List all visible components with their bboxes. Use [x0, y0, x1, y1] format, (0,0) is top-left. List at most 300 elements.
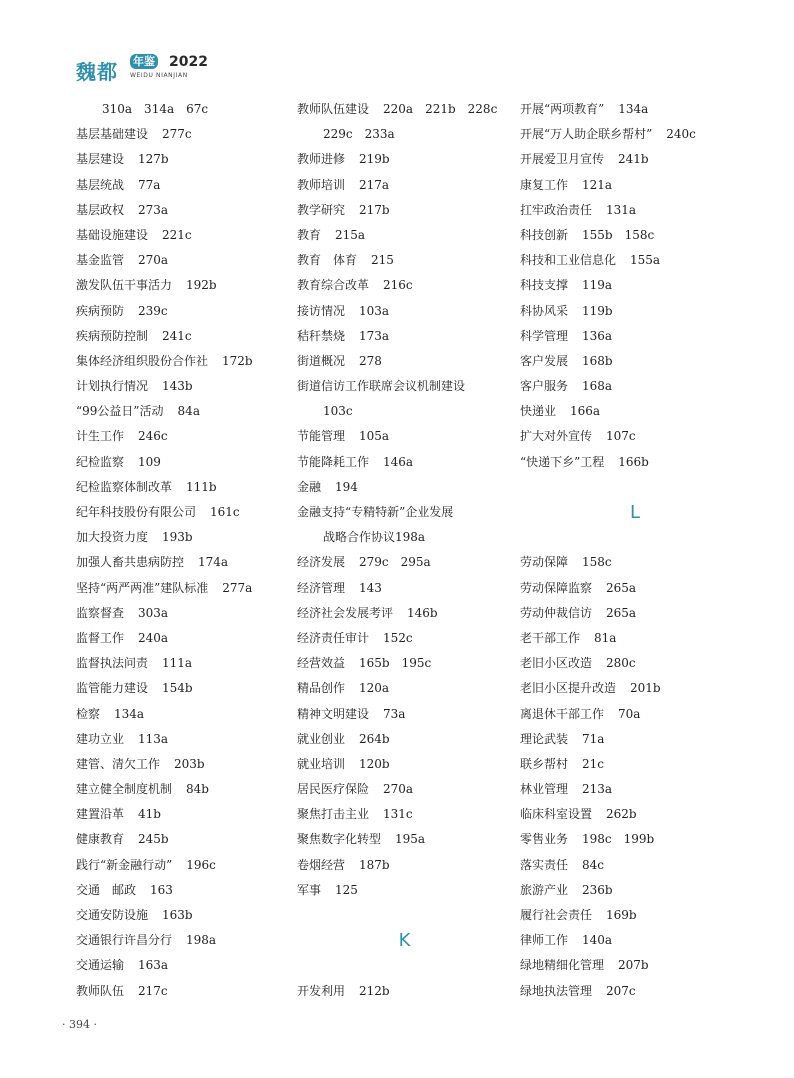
index-entry [520, 827, 750, 852]
index-pages: 146b [407, 605, 438, 620]
index-entry [297, 374, 512, 399]
index-term: 加强人畜共患病防控 [76, 555, 185, 570]
index-entry [76, 827, 306, 852]
index-term: 零售业务 [520, 832, 569, 847]
index-entry [297, 525, 512, 550]
index-entry [520, 374, 750, 399]
index-entry [297, 500, 512, 525]
index-entry [297, 777, 512, 802]
index-pages: 203b [174, 756, 205, 771]
index-entry [76, 97, 306, 122]
index-pages: 121a [582, 177, 613, 192]
index-pages: 241b [618, 152, 649, 167]
section-letter: K [398, 930, 411, 952]
index-entry [297, 223, 512, 248]
index-term: 扩大对外宣传 [520, 429, 593, 444]
index-entry [520, 979, 750, 1004]
index-entry [297, 802, 512, 827]
index-pages: 173a [359, 328, 390, 343]
index-term: 经济发展 [297, 555, 346, 570]
index-term: 老旧小区提升改造 [520, 681, 617, 696]
index-term: 科协风采 [520, 303, 569, 318]
index-entry [297, 878, 512, 903]
index-entry [297, 626, 512, 651]
index-pages: 221c [162, 227, 192, 242]
index-pages: 195a [395, 832, 426, 847]
index-entry [76, 223, 306, 248]
index-pages: 155b 158c [582, 227, 655, 242]
index-pages: 120b [359, 756, 390, 771]
page-number: · 394 · [62, 1018, 97, 1031]
index-entry [297, 853, 512, 878]
index-term: 临床科室设置 [520, 807, 593, 822]
index-term: 教师队伍 [76, 983, 125, 998]
index-entry [297, 349, 512, 374]
index-pages: 125 [335, 882, 358, 897]
index-entry [76, 147, 306, 172]
index-entry [297, 122, 512, 147]
index-term: 开展“万人助企联乡帮村” [520, 127, 653, 142]
index-entry [520, 248, 750, 273]
index-pages: 136a [582, 328, 613, 343]
index-entry [520, 626, 750, 651]
index-term: 老旧小区改造 [520, 656, 593, 671]
section-spacer [297, 903, 512, 928]
index-pages: 84c [582, 857, 605, 872]
index-term: 建立健全制度机制 [76, 782, 173, 797]
index-pages: 134a [114, 706, 145, 721]
index-entry [520, 802, 750, 827]
index-term: 纪检监察 [76, 454, 125, 469]
index-pages: 229c 233a [323, 127, 395, 142]
index-entry [520, 424, 750, 449]
index-pages: 219b [359, 152, 390, 167]
index-term: 劳动保障 [520, 555, 569, 570]
index-term: 快递业 [520, 404, 557, 419]
index-entry [297, 702, 512, 727]
index-pages: 111b [186, 479, 217, 494]
index-term: 教育 [297, 227, 322, 242]
index-pages: 239c [138, 303, 168, 318]
index-pages: 155a [630, 253, 661, 268]
index-pages: 187b [359, 857, 390, 872]
logo-year: 2022 [169, 54, 208, 70]
index-column-1 [76, 97, 306, 1004]
index-entry [76, 500, 306, 525]
index-term: 交通 邮政 [76, 882, 137, 897]
index-entry [76, 399, 306, 424]
index-pages: 217c [138, 983, 168, 998]
index-entry [520, 324, 750, 349]
index-pages: 119b [582, 303, 613, 318]
index-entry [76, 122, 306, 147]
index-term: 监察督查 [76, 605, 125, 620]
index-pages: 264b [359, 731, 390, 746]
index-entry [297, 676, 512, 701]
index-term: 街道概况 [297, 353, 346, 368]
index-entry [76, 475, 306, 500]
index-term: 战略合作协议 [323, 530, 396, 545]
index-entry [76, 299, 306, 324]
index-term: 离退休干部工作 [520, 706, 605, 721]
index-entry [76, 651, 306, 676]
index-entry [297, 475, 512, 500]
index-term: 落实责任 [520, 857, 569, 872]
index-term: 联乡帮村 [520, 756, 569, 771]
index-pages: 161c [210, 505, 240, 519]
index-term: 林业管理 [520, 782, 569, 797]
index-term: 基础设施建设 [76, 227, 149, 242]
index-entry [76, 601, 306, 626]
index-term: 节能管理 [297, 429, 346, 444]
index-term: 教学研究 [297, 202, 346, 217]
index-pages: 152c [383, 630, 413, 645]
index-entry [520, 173, 750, 198]
index-entry [76, 953, 306, 978]
index-term: 客户发展 [520, 353, 569, 368]
index-entry [297, 450, 512, 475]
index-term: 街道信访工作联席会议机制建设 [297, 379, 466, 394]
index-term: 基层基础建设 [76, 127, 149, 142]
index-term: 科学管理 [520, 328, 569, 343]
index-entry [520, 550, 750, 575]
index-pages: 277c [162, 127, 192, 142]
index-pages: 163a [138, 958, 169, 973]
index-term: 绿地精细化管理 [520, 958, 605, 973]
index-entry [297, 752, 512, 777]
index-pages: 158c [582, 555, 612, 570]
index-pages: 277a [222, 580, 253, 595]
index-pages: 174a [198, 555, 229, 570]
index-term: 理论武装 [520, 731, 569, 746]
index-pages: 166b [618, 454, 649, 469]
index-pages: 310a 314a 67c [102, 102, 209, 116]
index-term: 精神文明建设 [297, 706, 370, 721]
index-term: 疾病预防 [76, 303, 125, 318]
index-term: 监管能力建设 [76, 681, 149, 696]
index-entry [76, 777, 306, 802]
index-entry [297, 273, 512, 298]
index-pages: 270a [383, 782, 414, 797]
index-pages: 196c [186, 857, 216, 872]
index-pages: 41b [138, 807, 161, 822]
index-term: 教师队伍建设 [297, 102, 370, 116]
index-entry [76, 248, 306, 273]
index-pages: 154b [162, 681, 193, 696]
index-entry [520, 450, 750, 475]
index-pages: 143 [359, 580, 382, 595]
index-pages: 84a [177, 404, 200, 419]
index-pages: 216c [383, 278, 413, 293]
index-term: 加大投资力度 [76, 530, 149, 545]
index-pages: 103a [359, 303, 390, 318]
index-term: 康复工作 [520, 177, 569, 192]
index-term: 老干部工作 [520, 630, 581, 645]
index-term: 教育综合改革 [297, 278, 370, 293]
index-term: 科技支撑 [520, 278, 569, 293]
index-pages: 303a [138, 605, 169, 620]
index-pages: 213a [582, 782, 613, 797]
index-column-2 [297, 97, 512, 1004]
index-pages: 105a [359, 429, 390, 444]
index-pages: 84b [186, 782, 209, 797]
logo-pinyin: WEIDU NIANJIAN [130, 72, 188, 79]
index-pages: 265a [606, 605, 637, 620]
index-pages: 120a [359, 681, 390, 696]
index-entry [76, 324, 306, 349]
index-entry [520, 299, 750, 324]
index-term: 居民医疗保险 [297, 782, 370, 797]
index-entry [297, 299, 512, 324]
logo-title: 魏都 [76, 60, 118, 84]
index-pages: 215a [335, 227, 366, 242]
index-entry [297, 601, 512, 626]
index-term: 开发利用 [297, 983, 346, 998]
index-entry [297, 399, 512, 424]
index-pages: 201b [630, 681, 661, 696]
index-entry [520, 601, 750, 626]
index-term: “99公益日”活动 [76, 404, 164, 419]
index-entry [297, 324, 512, 349]
index-term: 基层政权 [76, 202, 125, 217]
index-pages: 215 [371, 253, 394, 268]
index-entry [76, 173, 306, 198]
index-entry [297, 550, 512, 575]
index-pages: 143b [162, 379, 193, 394]
index-term: 就业培训 [297, 756, 346, 771]
index-term: 接访情况 [297, 303, 346, 318]
index-term: 绿地执法管理 [520, 983, 593, 998]
index-pages: 168b [582, 353, 613, 368]
index-term: 就业创业 [297, 731, 346, 746]
index-term: 经济社会发展考评 [297, 605, 394, 620]
index-term: 建管、清欠工作 [76, 756, 161, 771]
index-term: 疾病预防控制 [76, 328, 149, 343]
index-entry [520, 702, 750, 727]
index-term: 纪年科技股份有限公司 [76, 505, 197, 519]
index-entry [76, 727, 306, 752]
index-term: 坚持“两严两准”建队标准 [76, 580, 209, 595]
index-term: 扛牢政治责任 [520, 202, 593, 217]
index-entry [520, 273, 750, 298]
index-term: 卷烟经营 [297, 857, 346, 872]
index-term: 金融 [297, 479, 322, 494]
index-entry [297, 248, 512, 273]
index-entry [76, 374, 306, 399]
index-pages: 241c [162, 328, 192, 343]
index-entry [520, 752, 750, 777]
index-entry [76, 424, 306, 449]
index-entry [297, 651, 512, 676]
index-entry [520, 853, 750, 878]
index-entry [520, 878, 750, 903]
index-entry [520, 953, 750, 978]
index-term: 履行社会责任 [520, 908, 593, 922]
index-pages: 172b [222, 353, 253, 368]
index-entry [297, 173, 512, 198]
index-entry [297, 576, 512, 601]
index-entry [520, 349, 750, 374]
index-pages: 273a [138, 202, 169, 217]
index-term: 交通安防设施 [76, 908, 149, 922]
index-pages: 198c 199b [582, 832, 655, 847]
index-entry [76, 550, 306, 575]
index-term: 监督工作 [76, 630, 125, 645]
index-entry [297, 827, 512, 852]
index-pages: 109 [138, 454, 161, 469]
index-pages: 212b [359, 983, 390, 998]
index-term: 经营效益 [297, 656, 346, 671]
index-pages: 270a [138, 253, 169, 268]
index-entry [76, 525, 306, 550]
index-entry [520, 576, 750, 601]
index-term: 旅游产业 [520, 882, 569, 897]
index-term: 律师工作 [520, 933, 569, 948]
index-pages: 265a [606, 580, 637, 595]
index-pages: 140a [582, 933, 613, 948]
index-pages: 81a [594, 630, 617, 645]
index-entry [520, 777, 750, 802]
index-term: 开展“两项教育” [520, 102, 605, 116]
index-entry [76, 198, 306, 223]
index-entry [76, 450, 306, 475]
index-pages: 127b [138, 152, 169, 167]
index-term: 秸秆禁烧 [297, 328, 346, 343]
index-term: 建功立业 [76, 731, 125, 746]
index-pages: 131c [383, 807, 413, 822]
index-pages: 107c [606, 429, 636, 444]
index-pages: 262b [606, 807, 637, 822]
index-pages: 220a 221b 228c [383, 102, 498, 116]
index-entry [520, 122, 750, 147]
index-entry [297, 198, 512, 223]
index-term: 纪检监察体制改革 [76, 479, 173, 494]
index-pages: 240a [138, 630, 169, 645]
index-pages: 166a [570, 404, 601, 419]
index-term: 科技和工业信息化 [520, 253, 617, 268]
index-pages: 131a [606, 202, 637, 217]
index-entry [297, 97, 512, 122]
index-term: 开展爱卫月宣传 [520, 152, 605, 167]
index-term: 聚焦数字化转型 [297, 832, 382, 847]
index-pages: 163b [162, 908, 193, 922]
index-pages: 73a [383, 706, 406, 721]
index-term: 劳动保障监察 [520, 580, 593, 595]
index-entry [76, 903, 306, 928]
index-pages: 111a [162, 656, 193, 671]
index-pages: 198a [395, 530, 426, 545]
index-entry [76, 576, 306, 601]
index-entry [520, 97, 750, 122]
index-entry [76, 676, 306, 701]
index-pages: 163 [150, 882, 173, 897]
index-pages: 146a [383, 454, 414, 469]
index-pages: 77a [138, 177, 161, 192]
index-entry [76, 273, 306, 298]
index-term: 建置沿革 [76, 807, 125, 822]
index-term: 经济管理 [297, 580, 346, 595]
index-entry [520, 676, 750, 701]
index-term: “快递下乡”工程 [520, 454, 605, 469]
index-pages: 279c 295a [359, 555, 431, 570]
index-pages: 113a [138, 731, 169, 746]
index-pages: 278 [359, 353, 382, 368]
index-entry [520, 727, 750, 752]
index-entry [297, 979, 512, 1004]
index-pages: 236b [582, 882, 613, 897]
index-pages: 217a [359, 177, 390, 192]
index-term: 交通银行许昌分行 [76, 933, 173, 948]
index-term: 集体经济组织股份合作社 [76, 353, 209, 368]
index-entry [520, 223, 750, 248]
index-entry [520, 399, 750, 424]
index-term: 聚焦打击主业 [297, 807, 370, 822]
index-entry [76, 752, 306, 777]
index-term: 军事 [297, 882, 322, 897]
index-pages: 168a [582, 379, 613, 394]
index-entry [76, 626, 306, 651]
section-spacer [297, 953, 512, 978]
index-entry [76, 979, 306, 1004]
index-term: 计划执行情况 [76, 379, 149, 394]
index-pages: 280c [606, 656, 636, 671]
index-pages: 193b [162, 530, 193, 545]
index-term: 监督执法问责 [76, 656, 149, 671]
index-term: 计生工作 [76, 429, 125, 444]
index-entry [520, 928, 750, 953]
index-entry [520, 651, 750, 676]
index-entry [76, 702, 306, 727]
index-entry [520, 198, 750, 223]
index-entry [520, 147, 750, 172]
logo-badge: 年鉴 [130, 54, 158, 69]
index-term: 劳动仲裁信访 [520, 605, 593, 620]
index-term: 检察 [76, 706, 101, 721]
index-term: 基金监管 [76, 253, 125, 268]
index-pages: 240c [666, 127, 696, 142]
section-letter: L [629, 502, 641, 523]
index-pages: 246c [138, 429, 168, 444]
index-column-3 [520, 97, 750, 1004]
index-term: 教育 体育 [297, 253, 358, 268]
index-pages: 165b 195c [359, 656, 432, 671]
index-term: 经济责任审计 [297, 630, 370, 645]
index-term: 精品创作 [297, 681, 346, 696]
index-pages: 169b [606, 908, 637, 922]
index-term: 践行“新金融行动” [76, 857, 173, 872]
index-pages: 207c [606, 983, 636, 998]
index-pages: 245b [138, 832, 169, 847]
index-term: 金融支持“专精特新”企业发展 [297, 505, 454, 519]
index-pages: 192b [186, 278, 217, 293]
index-entry [520, 903, 750, 928]
index-pages: 21c [582, 756, 605, 771]
index-pages: 217b [359, 202, 390, 217]
index-entry [297, 727, 512, 752]
section-spacer [520, 525, 750, 550]
index-term: 节能降耗工作 [297, 454, 370, 469]
section-spacer [520, 475, 750, 500]
index-term: 基层建设 [76, 152, 125, 167]
index-pages: 207b [618, 958, 649, 973]
index-term: 健康教育 [76, 832, 125, 847]
index-term: 教师进修 [297, 152, 346, 167]
index-entry [76, 928, 306, 953]
index-term: 科技创新 [520, 227, 569, 242]
index-term: 基层统战 [76, 177, 125, 192]
index-pages: 134a [618, 102, 649, 116]
index-pages: 119a [582, 278, 613, 293]
